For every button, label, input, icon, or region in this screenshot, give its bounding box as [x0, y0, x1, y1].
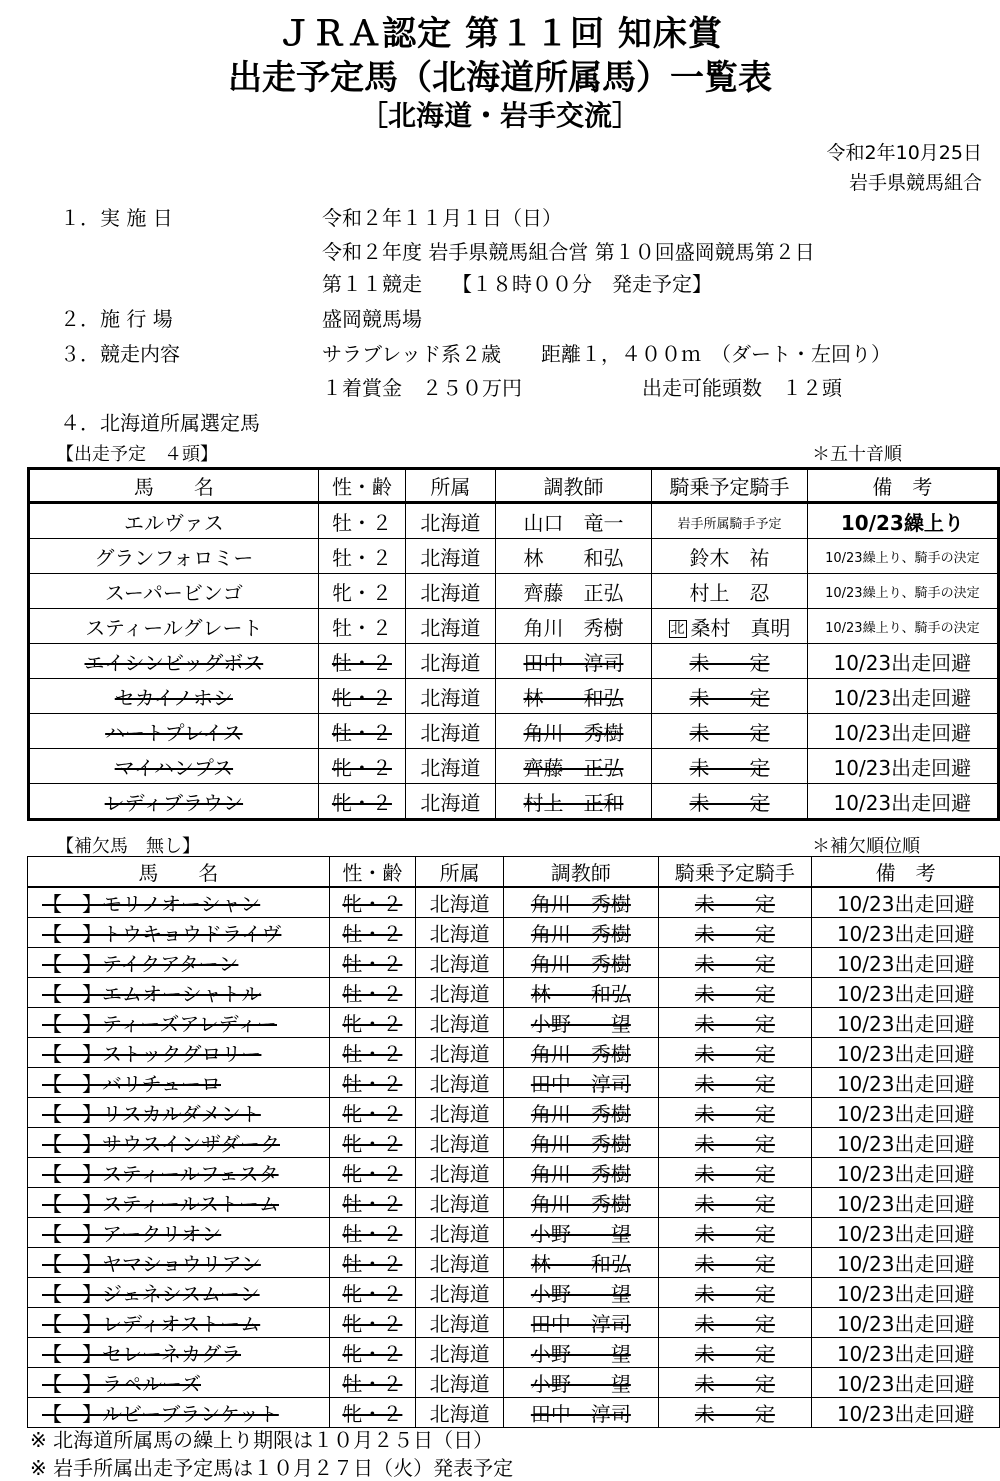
remarks: 10/23出走回避: [812, 1398, 1000, 1428]
sub-section-label: 【補欠馬 無し】: [56, 836, 200, 857]
hokkaido-tag: 北: [670, 621, 685, 637]
jockey: 未 定: [658, 1158, 812, 1188]
horse-name: マイハンプス: [29, 749, 319, 784]
remarks: 10/23繰上り、騎手の決定: [807, 609, 998, 644]
jockey: 未 定: [658, 1038, 812, 1068]
affiliation: 北海道: [416, 1158, 504, 1188]
trainer: 小野 望: [504, 1278, 658, 1308]
jockey-name: 未 定: [689, 650, 770, 675]
horse-name: エイシンビッグボス: [29, 644, 319, 679]
issue-org: 岩手県競馬組合: [848, 172, 982, 194]
sex-age: 牝・２: [329, 1128, 415, 1158]
trainer: 角川 秀樹: [504, 1188, 658, 1218]
header-name: 馬 名: [29, 469, 319, 503]
header-jockey: 騎乗予定騎手: [652, 469, 807, 503]
sub-section-order: ＊補欠順位順: [812, 836, 920, 857]
affiliation: 北海道: [416, 887, 504, 918]
affiliation: 北海道: [406, 784, 495, 820]
remarks: 10/23出走回避: [812, 1188, 1000, 1218]
remarks: 10/23出走回避: [812, 1278, 1000, 1308]
jockey-name: 村上 忍: [689, 580, 770, 605]
main-section-order: ＊五十音順: [812, 444, 902, 465]
trainer: 林 和弘: [495, 539, 652, 574]
table-row: [28, 1068, 1000, 1098]
remarks: 10/23出走回避: [812, 948, 1000, 978]
table-row: [28, 948, 1000, 978]
sex-age: 牡・２: [318, 539, 405, 574]
trainer: 角川 秀樹: [504, 1038, 658, 1068]
trainer: 小野 望: [504, 1368, 658, 1398]
sex-age: 牡・２: [329, 1068, 415, 1098]
jockey-name: 未 定: [689, 720, 770, 745]
sex-age: 牝・２: [318, 574, 405, 609]
sex-age: 牡・２: [318, 714, 405, 749]
table-header-row: [29, 469, 999, 503]
affiliation: 北海道: [416, 1278, 504, 1308]
sex-age: 牝・２: [318, 749, 405, 784]
trainer: 林 和弘: [504, 978, 658, 1008]
sex-age: 牡・２: [329, 1218, 415, 1248]
table-row: [28, 1338, 1000, 1368]
sex-age: 牡・２: [318, 609, 405, 644]
table-row: [29, 574, 999, 609]
remarks: 10/23出走回避: [812, 1038, 1000, 1068]
affiliation: 北海道: [416, 1128, 504, 1158]
jockey: 未 定: [658, 1128, 812, 1158]
info-label-date: １．実 施 日: [60, 206, 173, 230]
affiliation: 北海道: [416, 1338, 504, 1368]
table-row: [29, 679, 999, 714]
horse-name: 【 】アークリオン: [28, 1218, 330, 1248]
jockey-name: 桑村 真明: [690, 615, 791, 640]
sex-age: 牝・２: [329, 1398, 415, 1428]
remarks: 10/23出走回避: [812, 1158, 1000, 1188]
header-trainer: 調教師: [495, 469, 652, 503]
remarks: 10/23出走回避: [812, 1098, 1000, 1128]
main-section-label: 【出走予定 ４頭】: [56, 444, 218, 465]
sex-age: 牡・２: [329, 948, 415, 978]
table-row: [28, 1188, 1000, 1218]
table-row: [28, 1098, 1000, 1128]
horse-name: 【 】ラペルーズ: [28, 1368, 330, 1398]
affiliation: 北海道: [416, 978, 504, 1008]
horse-name: セカイノホシ: [29, 679, 319, 714]
remarks: 10/23出走回避: [812, 978, 1000, 1008]
header-affil: 所属: [406, 469, 495, 503]
sex-age: 牝・２: [329, 1008, 415, 1038]
affiliation: 北海道: [416, 1218, 504, 1248]
horse-name: 【 】スティールストーム: [28, 1188, 330, 1218]
horse-name: ハートプレイス: [29, 714, 319, 749]
trainer: 林 和弘: [504, 1248, 658, 1278]
info-label-selected: ４．北海道所属選定馬: [60, 411, 260, 435]
affiliation: 北海道: [416, 1098, 504, 1128]
affiliation: 北海道: [406, 574, 495, 609]
title-line1: ＪＲＡ認定 第１１回 知床賞: [277, 14, 723, 54]
jockey-name: 未 定: [689, 755, 770, 780]
jockey-name: 岩手所属騎手予定: [677, 517, 782, 532]
horse-name: グランフォロミー: [29, 539, 319, 574]
horse-name: 【 】レディオストーム: [28, 1308, 330, 1338]
jockey: 未 定: [658, 1308, 812, 1338]
remarks: 10/23出走回避: [812, 1128, 1000, 1158]
affiliation: 北海道: [416, 948, 504, 978]
horse-name: スティールグレート: [29, 609, 319, 644]
jockey: 未 定: [658, 948, 812, 978]
horse-name: エルヴァス: [29, 503, 319, 539]
table-row: [28, 1218, 1000, 1248]
affiliation: 北海道: [416, 1038, 504, 1068]
jockey: 未 定: [658, 1398, 812, 1428]
info-value: 令和２年度 岩手県競馬組合営 第１０回盛岡競馬第２日: [322, 240, 815, 264]
horse-name: スーパービンゴ: [29, 574, 319, 609]
trainer: 林 和弘: [495, 679, 652, 714]
table-row: [28, 1038, 1000, 1068]
table-header-row: [28, 857, 1000, 888]
sex-age: 牡・２: [329, 1038, 415, 1068]
affiliation: 北海道: [416, 1068, 504, 1098]
affiliation: 北海道: [416, 1368, 504, 1398]
trainer: 小野 望: [504, 1218, 658, 1248]
sex-age: 牡・２: [329, 978, 415, 1008]
remarks: 10/23出走回避: [807, 749, 998, 784]
affiliation: 北海道: [416, 1188, 504, 1218]
table-row: [28, 1368, 1000, 1398]
starters-table: [27, 467, 1000, 821]
remarks: 10/23出走回避: [812, 1068, 1000, 1098]
table-row: [28, 978, 1000, 1008]
table-row: [28, 1308, 1000, 1338]
jockey: 未 定: [658, 1248, 812, 1278]
sex-age: 牡・２: [329, 918, 415, 948]
affiliation: 北海道: [406, 714, 495, 749]
sex-age: 牡・２: [329, 1368, 415, 1398]
trainer: 小野 望: [504, 1338, 658, 1368]
affiliation: 北海道: [416, 1008, 504, 1038]
affiliation: 北海道: [416, 918, 504, 948]
table-row: [29, 644, 999, 679]
horse-name: 【 】ルビーブランケット: [28, 1398, 330, 1428]
table-row: [29, 539, 999, 574]
jockey-name: 鈴木 祐: [689, 545, 770, 570]
header-note: 備 考: [812, 857, 1000, 888]
remarks: 10/23繰上り: [807, 503, 998, 539]
jockey: 未 定: [658, 1008, 812, 1038]
horse-name: 【 】リスカルダメント: [28, 1098, 330, 1128]
trainer: 小野 望: [504, 1008, 658, 1038]
affiliation: 北海道: [406, 644, 495, 679]
trainer: 角川 秀樹: [504, 1128, 658, 1158]
trainer: 田中 淳司: [504, 1398, 658, 1428]
affiliation: 北海道: [406, 539, 495, 574]
sex-age: 牡・２: [329, 1248, 415, 1278]
jockey: [652, 539, 807, 574]
remarks: 10/23出走回避: [812, 918, 1000, 948]
table-row: [29, 609, 999, 644]
remarks: 10/23出走回避: [812, 887, 1000, 918]
trainer: 角川 秀樹: [504, 948, 658, 978]
title-line3: ［北海道・岩手交流］: [359, 99, 640, 132]
header-trainer: 調教師: [504, 857, 658, 888]
sex-age: 牝・２: [318, 784, 405, 820]
table-row: [28, 1158, 1000, 1188]
trainer: 村上 正和: [495, 784, 652, 820]
jockey: [652, 503, 807, 539]
horse-name: 【 】セレーネカグラ: [28, 1338, 330, 1368]
horse-name: 【 】モリノオーシャン: [28, 887, 330, 918]
sex-age: 牡・２: [318, 503, 405, 539]
remarks: 10/23出走回避: [812, 1248, 1000, 1278]
header-jockey: 騎乗予定騎手: [658, 857, 812, 888]
reserves-table: [27, 856, 1000, 1428]
horse-name: 【 】エムオーシャトル: [28, 978, 330, 1008]
horse-name: 【 】サウスインザダーク: [28, 1128, 330, 1158]
jockey: [652, 609, 807, 644]
sex-age: 牝・２: [329, 1338, 415, 1368]
jockey: 未 定: [658, 918, 812, 948]
trainer: 角川 秀樹: [504, 887, 658, 918]
table-row: [28, 918, 1000, 948]
table-row: [28, 1398, 1000, 1428]
jockey: 未 定: [658, 1068, 812, 1098]
horse-name: 【 】バリチューロ: [28, 1068, 330, 1098]
horse-name: 【 】トウキョウドライヴ: [28, 918, 330, 948]
sex-age: 牝・２: [329, 1098, 415, 1128]
jockey: [652, 714, 807, 749]
footnote: ※ 岩手所属出走予定馬は１０月２７日（火）発表予定: [30, 1456, 514, 1480]
info-value: 令和２年１１月１日（日）: [322, 206, 562, 230]
horse-name: 【 】ヤマショウリアン: [28, 1248, 330, 1278]
table-row: [28, 1278, 1000, 1308]
jockey-name: 未 定: [689, 685, 770, 710]
horse-name: 【 】ストックグロリー: [28, 1038, 330, 1068]
horse-name: 【 】ティーズアレディー: [28, 1008, 330, 1038]
table-row: [29, 714, 999, 749]
sex-age: 牝・２: [329, 1278, 415, 1308]
affiliation: 北海道: [406, 749, 495, 784]
affiliation: 北海道: [416, 1308, 504, 1338]
trainer: 山口 竜一: [495, 503, 652, 539]
trainer: 田中 淳司: [504, 1308, 658, 1338]
jockey: [652, 679, 807, 714]
remarks: 10/23出走回避: [812, 1008, 1000, 1038]
info-label-race: ３．競走内容: [60, 342, 180, 366]
remarks: 10/23繰上り、騎手の決定: [807, 574, 998, 609]
jockey: [652, 784, 807, 820]
jockey: [652, 644, 807, 679]
remarks: 10/23出走回避: [807, 784, 998, 820]
horse-name: レディブラウン: [29, 784, 319, 820]
sex-age: 牝・２: [329, 1308, 415, 1338]
header-sexage: 性・齢: [329, 857, 415, 888]
info-value: １着賞金 ２５０万円 出走可能頭数 １２頭: [322, 376, 842, 400]
table-row: [28, 1248, 1000, 1278]
sex-age: 牡・２: [329, 1188, 415, 1218]
remarks: 10/23出走回避: [807, 644, 998, 679]
sex-age: 牝・２: [318, 679, 405, 714]
trainer: 齊藤 正弘: [495, 574, 652, 609]
jockey: 未 定: [658, 1278, 812, 1308]
horse-name: 【 】スティールフェスタ: [28, 1158, 330, 1188]
affiliation: 北海道: [406, 609, 495, 644]
sex-age: 牝・２: [329, 1158, 415, 1188]
footnote: ※ 北海道所属馬の繰上り期限は１０月２５日（日）: [30, 1428, 494, 1452]
table-row: [28, 887, 1000, 918]
remarks: 10/23出走回避: [812, 1308, 1000, 1338]
info-value: 盛岡競馬場: [322, 307, 422, 331]
jockey-name: 未 定: [689, 790, 770, 815]
info-label-venue: ２．施 行 場: [60, 307, 173, 331]
info-value: 第１１競走 【１８時００分 発走予定】: [322, 272, 712, 296]
trainer: 角川 秀樹: [495, 714, 652, 749]
trainer: 田中 淳司: [495, 644, 652, 679]
title-line2: 出走予定馬（北海道所属馬）一覧表: [228, 58, 772, 98]
jockey: 未 定: [658, 1368, 812, 1398]
remarks: 10/23出走回避: [807, 714, 998, 749]
issue-date: 令和2年10月25日: [826, 142, 982, 164]
trainer: 齊藤 正弘: [495, 749, 652, 784]
remarks: 10/23出走回避: [812, 1218, 1000, 1248]
table-row: [28, 1008, 1000, 1038]
table-row: [29, 784, 999, 820]
jockey: 未 定: [658, 978, 812, 1008]
remarks: 10/23繰上り、騎手の決定: [807, 539, 998, 574]
jockey: 未 定: [658, 1218, 812, 1248]
trainer: 角川 秀樹: [504, 1098, 658, 1128]
header-note: 備 考: [807, 469, 998, 503]
sex-age: 牝・２: [329, 887, 415, 918]
affiliation: 北海道: [416, 1398, 504, 1428]
jockey: 未 定: [658, 1098, 812, 1128]
table-row: [28, 1128, 1000, 1158]
remarks: 10/23出走回避: [807, 679, 998, 714]
horse-name: 【 】ジェネシスムーン: [28, 1278, 330, 1308]
table-row: [29, 503, 999, 539]
header-affil: 所属: [416, 857, 504, 888]
trainer: 田中 淳司: [504, 1068, 658, 1098]
jockey: 未 定: [658, 1338, 812, 1368]
affiliation: 北海道: [416, 1248, 504, 1278]
horse-name: 【 】テイクアターン: [28, 948, 330, 978]
jockey: 未 定: [658, 1188, 812, 1218]
header-sexage: 性・齢: [318, 469, 405, 503]
trainer: 角川 秀樹: [504, 1158, 658, 1188]
remarks: 10/23出走回避: [812, 1368, 1000, 1398]
header-name: 馬 名: [28, 857, 330, 888]
affiliation: 北海道: [406, 503, 495, 539]
table-row: [29, 749, 999, 784]
jockey: 未 定: [658, 887, 812, 918]
info-value: サラブレッド系２歳 距離１，４００ｍ （ダート・左回り）: [322, 342, 891, 366]
jockey: [652, 574, 807, 609]
jockey: [652, 749, 807, 784]
trainer: 角川 秀樹: [495, 609, 652, 644]
affiliation: 北海道: [406, 679, 495, 714]
trainer: 角川 秀樹: [504, 918, 658, 948]
remarks: 10/23出走回避: [812, 1338, 1000, 1368]
sex-age: 牡・２: [318, 644, 405, 679]
